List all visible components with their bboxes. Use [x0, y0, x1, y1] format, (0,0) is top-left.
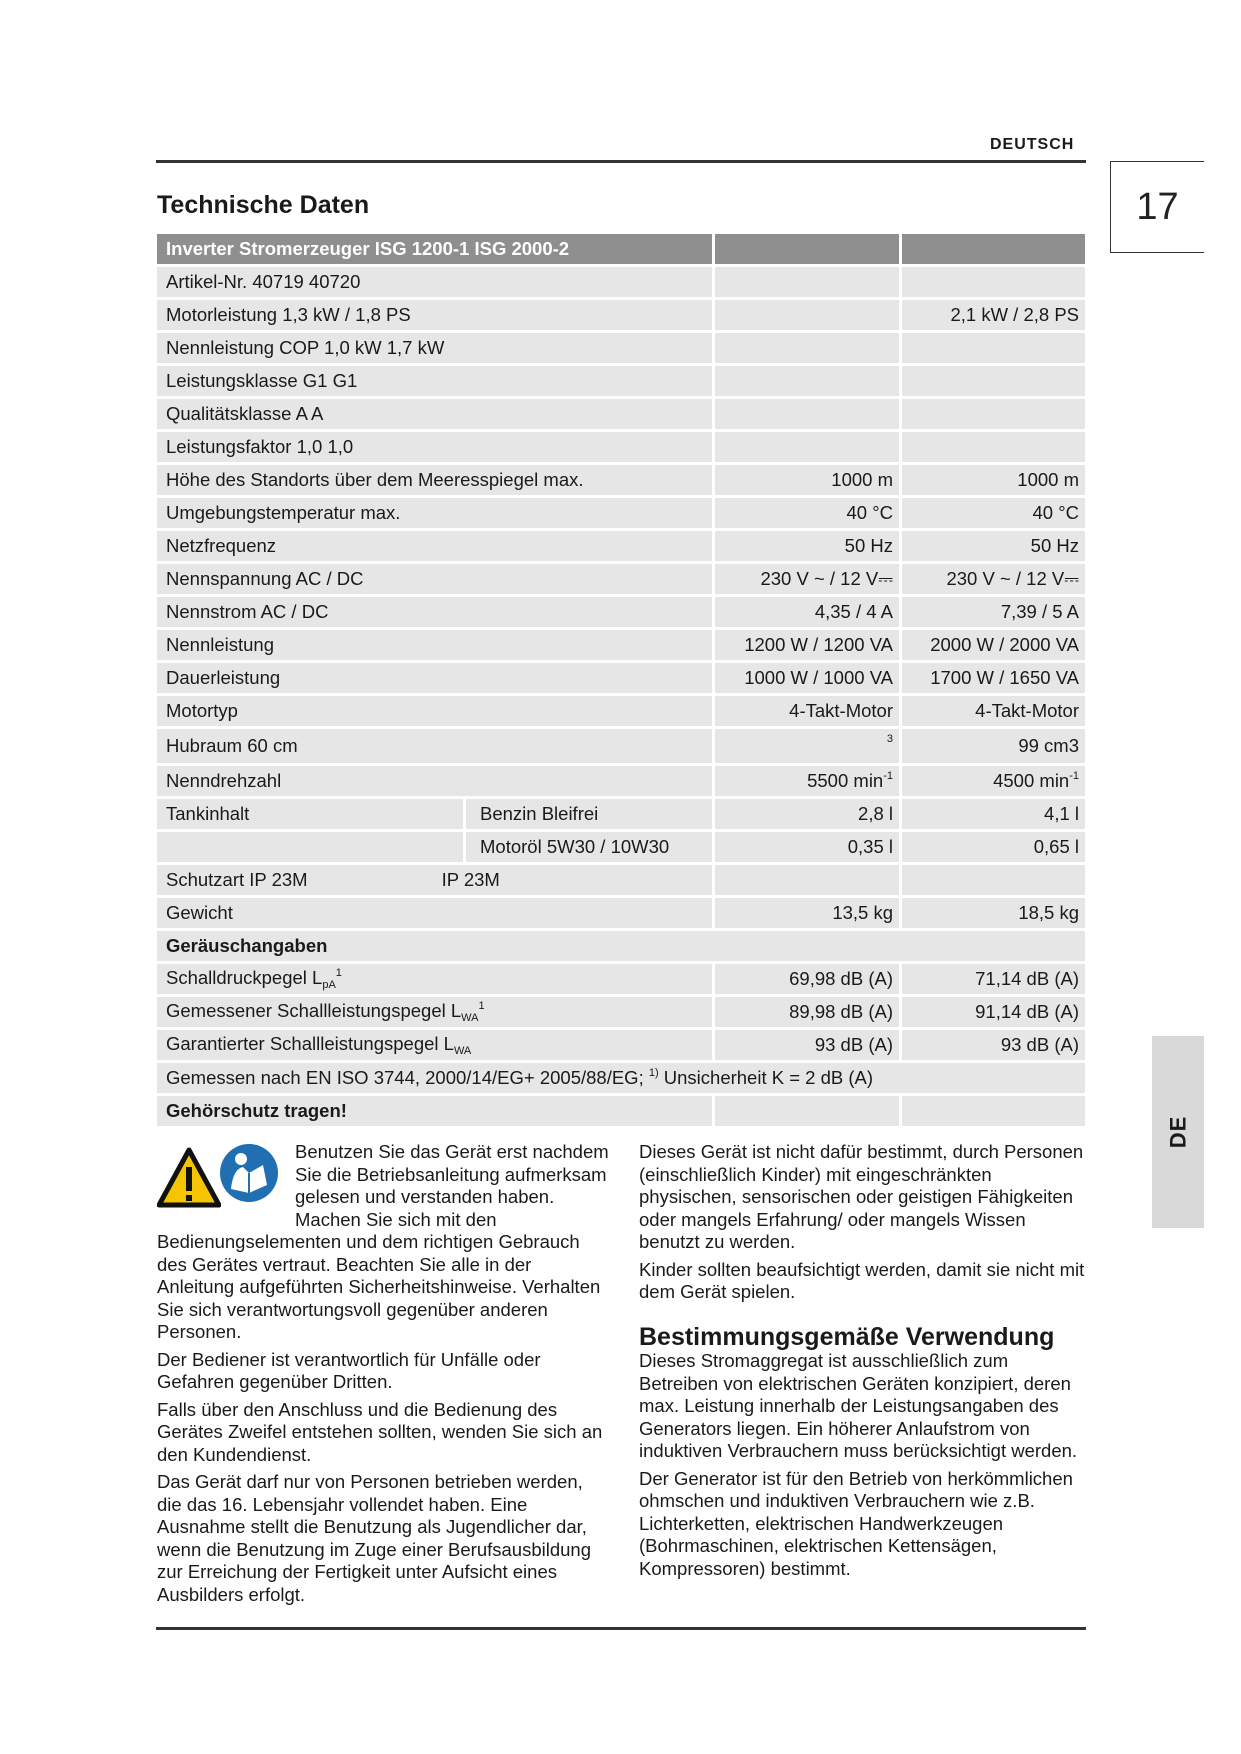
- row-label: Garantierter Schallleistungspegel $L_{WA}$: [157, 1030, 712, 1060]
- table-row: [157, 931, 1085, 961]
- intended-use-title: Bestimmungsgemäße Verwendung: [639, 1322, 1055, 1351]
- row-label: Leistungsklasse G1 G1: [157, 366, 712, 396]
- language-tab-label: DE: [1165, 1115, 1190, 1149]
- row-label: Qualitätsklasse A A: [157, 399, 712, 429]
- row-value: [899, 432, 1085, 462]
- row-value: 1000 m: [899, 465, 1085, 495]
- row-value: 2000 W / 2000 VA: [899, 630, 1085, 660]
- row-value: 4,1 l: [899, 799, 1085, 829]
- row-label: Höhe des Standorts über dem Meeresspiegel max.: [157, 465, 712, 495]
- row-label: [157, 799, 712, 829]
- intro-paragraph: Benutzen Sie das Gerät erst nachdem Sie die Betriebsanleitung aufmerksam gelesen und verstanden haben. Machen Sie sich mit den Bedienungselementen und dem richtigen Gebrauch des Gerätes vertraut. Beachten Sie alle in der Anleitung aufgeführten Sicherheitshinweise. Verhalten Sie sich verantwortungsvoll gegenüber anderen Personen.: [157, 1141, 609, 1342]
- row-label: [157, 832, 712, 862]
- row-label: Nennleistung: [157, 630, 712, 660]
- row-label: Schutzart IP 23M IP 23M: [157, 865, 712, 895]
- section-title: Technische Daten: [157, 191, 370, 219]
- warning-triangle-icon: [157, 1147, 221, 1209]
- table-row: [157, 267, 1085, 297]
- row-value: 71,14 dB (A): [899, 964, 1085, 994]
- table-row: [157, 696, 1085, 726]
- table-row: [157, 766, 1085, 796]
- spec-table: [157, 231, 1085, 1129]
- row-value: 0,35 l: [712, 832, 899, 862]
- row-value: 13,5 kg: [712, 898, 899, 928]
- row-value: 5500 $\min^{-1}$: [712, 766, 899, 796]
- read-manual-icon: [219, 1143, 279, 1203]
- table-row: [157, 465, 1085, 495]
- row-value: [899, 399, 1085, 429]
- row-value: 69,98 dB (A): [712, 964, 899, 994]
- row-value: 7,39 / 5 A: [899, 597, 1085, 627]
- row-value: 91,14 dB (A): [899, 997, 1085, 1027]
- row-label: Dauerleistung: [157, 663, 712, 693]
- oel-label: Motoröl 5W30 / 10W30: [463, 832, 712, 862]
- table-row: [157, 1096, 1085, 1126]
- paragraph: Das Gerät darf nur von Personen betrieben werden, die das 16. Lebensjahr vollendet haben. Eine Ausnahme stellt die Benutzung als Jugendlicher dar, wenn die Benutzung im Zuge einer Berufsausbildung zur Erreichung der Fertigkeit unter Aufsicht eines Ausbilders erfolgt.: [157, 1471, 592, 1605]
- paragraph: Kinder sollten beaufsichtigt werden, damit sie nicht mit dem Gerät spielen.: [639, 1258, 1085, 1302]
- table-row: [157, 832, 1085, 862]
- row-value: 50 Hz: [712, 531, 899, 561]
- language-tab: [1152, 1036, 1204, 1228]
- table-row: [157, 564, 1085, 594]
- row-label: Leistungsfaktor 1,0 1,0: [157, 432, 712, 462]
- language-header: DEUTSCH: [990, 136, 1075, 153]
- table-row: [157, 964, 1085, 994]
- table-row: [157, 531, 1085, 561]
- row-label: Netzfrequenz: [157, 531, 712, 561]
- row-value: 2,1 kW / 2,8 PS: [899, 300, 1085, 330]
- row-value: 4-Takt-Motor: [712, 696, 899, 726]
- row-value: 230 V ~ / 12 V⎓: [712, 564, 899, 594]
- table-row: [157, 366, 1085, 396]
- paragraph: Dieses Stromaggregat ist ausschließlich zum Betreiben von elektrischen Geräten konzipiert, deren max. Leistung innerhalb der Leistungsangaben des Generators liegen. Ein höherer Anlaufstrom von induktiven Verbrauchern muss berücksichtigt werden.: [639, 1350, 1078, 1461]
- row-value: [899, 333, 1085, 363]
- paragraph: Falls über den Anschluss und die Bedienung des Gerätes Zweifel entstehen sollten, wenden Sie sich an den Kundendienst.: [157, 1398, 603, 1465]
- table-row: [157, 865, 1085, 895]
- row-value: [712, 432, 899, 462]
- row-label: Gemessener Schallleistungspegel $L_{WA}^1$: [157, 997, 712, 1027]
- table-header-cell: [712, 234, 899, 264]
- right-column: [639, 1141, 1086, 1585]
- row-value: 93 dB (A): [899, 1030, 1085, 1060]
- table-row: [157, 597, 1085, 627]
- row-label: Artikel-Nr. 40719 40720: [157, 267, 712, 297]
- row-value: 1000 W / 1000 VA: [712, 663, 899, 693]
- table-row: [157, 333, 1085, 363]
- paragraph: Der Generator ist für den Betrieb von herkömmlichen ohmschen und induktiven Verbrauchern wie z.B. Lichterketten, elektrischen Handwerkzeugen (Bohrmaschinen, elektrischen Kettensägen, Kompressoren) bestimmt.: [639, 1467, 1073, 1579]
- row-value: 4,35 / 4 A: [712, 597, 899, 627]
- row-value: 230 V ~ / 12 V⎓: [899, 564, 1085, 594]
- row-value: 4-Takt-Motor: [899, 696, 1085, 726]
- row-value: 3: [712, 729, 899, 763]
- table-row: [157, 997, 1085, 1027]
- row-value: 1700 W / 1650 VA: [899, 663, 1085, 693]
- page-number: 17: [1110, 161, 1204, 253]
- row-label: Hubraum 60 cm: [157, 729, 712, 763]
- table-row: [157, 630, 1085, 660]
- left-column: [157, 1141, 612, 1611]
- row-label: Nennleistung COP 1,0 kW 1,7 kW: [157, 333, 712, 363]
- row-value: 0,65 l: [899, 832, 1085, 862]
- row-value: [899, 267, 1085, 297]
- row-label: Nennspannung AC / DC: [157, 564, 712, 594]
- row-value: [712, 366, 899, 396]
- norm-note: Gemessen nach EN ISO 3744, 2000/14/EG+ 2005/88/EG; $^{1)}$ Unsicherheit K = 2 dB (A): [157, 1063, 1085, 1093]
- row-value: 89,98 dB (A): [712, 997, 899, 1027]
- row-label: Nennstrom AC / DC: [157, 597, 712, 627]
- bottom-rule: [156, 1627, 1086, 1630]
- row-value: 1200 W / 1200 VA: [712, 630, 899, 660]
- table-row: [157, 898, 1085, 928]
- row-value: [712, 399, 899, 429]
- table-row: [157, 498, 1085, 528]
- paragraph: Dieses Gerät ist nicht dafür bestimmt, durch Personen (einschließlich Kinder) mit eingeschränkten physischen, sensorischen oder geistigen Fähigkeiten oder mangels Erfahrung/ oder mangels Wissen benutzt zu werden.: [639, 1141, 1084, 1252]
- row-value: 93 dB (A): [712, 1030, 899, 1060]
- hearing-protection-note: Gehörschutz tragen!: [157, 1096, 712, 1126]
- row-label: Gewicht: [157, 898, 712, 928]
- row-value: 50 Hz: [899, 531, 1085, 561]
- row-value: 40 °C: [899, 498, 1085, 528]
- table-row: [157, 432, 1085, 462]
- table-header-row: [157, 234, 1085, 264]
- table-row: [157, 663, 1085, 693]
- row-value: 40 °C: [712, 498, 899, 528]
- tankinhalt-label: Tankinhalt: [166, 803, 250, 824]
- row-value: [899, 366, 1085, 396]
- safety-icons: [157, 1141, 285, 1211]
- table-row: [157, 399, 1085, 429]
- row-value: 2,8 l: [712, 799, 899, 829]
- row-label: Schalldruckpegel $L_{pA}^1$: [157, 964, 712, 994]
- row-value: 4500 $\min^{-1}$: [899, 766, 1085, 796]
- table-header-cell: Inverter Stromerzeuger ISG 1200-1 ISG 2000-2: [157, 234, 712, 264]
- table-row: [157, 1063, 1085, 1093]
- paragraph: Der Bediener ist verantwortlich für Unfälle oder Gefahren gegenüber Dritten.: [157, 1348, 541, 1392]
- row-value: [712, 267, 899, 297]
- noise-section-title: Geräuschangaben: [157, 931, 1085, 961]
- table-row: [157, 1030, 1085, 1060]
- row-value: [712, 300, 899, 330]
- table-row: [157, 799, 1085, 829]
- row-label: Umgebungstemperatur max.: [157, 498, 712, 528]
- table-header-cell: [899, 234, 1085, 264]
- row-label: Motorleistung 1,3 kW / 1,8 PS: [157, 300, 712, 330]
- top-rule: [156, 160, 1086, 163]
- row-value: 99 cm3: [899, 729, 1085, 763]
- row-label: Nenndrehzahl: [157, 766, 712, 796]
- benzin-label: Benzin Bleifrei: [463, 799, 712, 829]
- row-value: 1000 m: [712, 465, 899, 495]
- row-value: [712, 333, 899, 363]
- row-label: Motortyp: [157, 696, 712, 726]
- row-value: 18,5 kg: [899, 898, 1085, 928]
- table-row: [157, 729, 1085, 763]
- table-row: [157, 300, 1085, 330]
